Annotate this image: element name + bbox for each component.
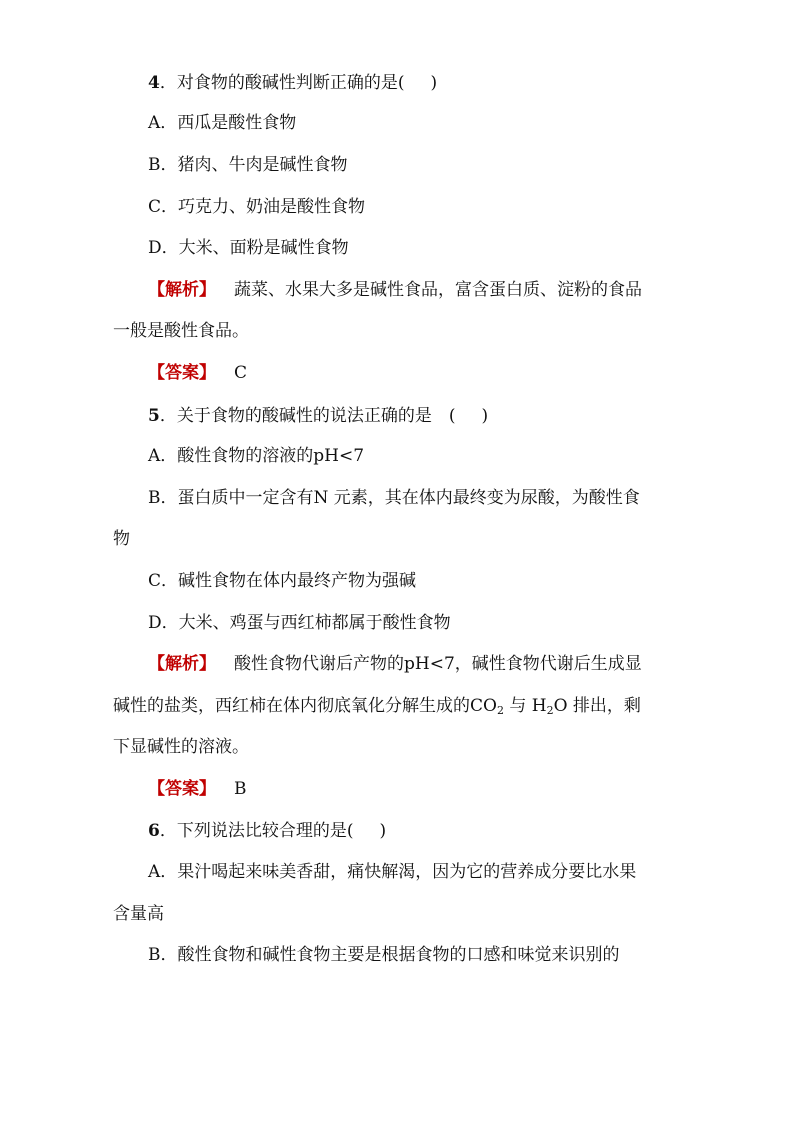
question-number: 4 <box>148 73 160 93</box>
question-5-analysis-cont <box>113 694 641 718</box>
question-6-option-b: B．酸性食物和碱性食物主要是根据食物的口感和味觉来识别的 <box>148 945 620 965</box>
question-5-option-d: D．大米、鸡蛋与西红柿都属于酸性食物 <box>148 613 451 633</box>
analysis-text: 酸性食物代谢后产物的pH<7，碱性食物代谢后生成显 <box>234 654 642 674</box>
question-4-option-c: C．巧克力、奶油是酸性食物 <box>148 197 366 217</box>
question-text: ．对食物的酸碱性判断正确的是( <box>159 73 405 93</box>
answer-label: 【答案】 <box>148 363 216 383</box>
subscript-2: 2 <box>546 704 554 717</box>
question-4-analysis <box>148 278 642 302</box>
question-5-option-b: B．蛋白质中一定含有N 元素，其在体内最终变为尿酸，为酸性食 <box>148 488 640 508</box>
question-text: ．关于食物的酸碱性的说法正确的是 ( <box>159 406 456 426</box>
question-4-stem <box>148 71 437 95</box>
question-number: 6 <box>148 821 160 841</box>
question-5-option-a: A．酸性食物的溶液的pH<7 <box>148 446 365 466</box>
question-6-option-a-cont: 含量高 <box>113 904 164 924</box>
answer-value: B <box>234 779 247 799</box>
question-text: ．下列说法比较合理的是( <box>159 821 354 841</box>
analysis-label: 【解析】 <box>148 280 216 300</box>
question-paren-close: ) <box>481 406 489 426</box>
question-paren-close: ) <box>379 821 387 841</box>
question-5-option-b-cont: 物 <box>113 529 130 549</box>
analysis-label: 【解析】 <box>148 654 216 674</box>
question-4-option-d: D．大米、面粉是碱性食物 <box>148 238 349 258</box>
question-5-analysis <box>148 652 642 676</box>
question-5-analysis-cont-2: 下显碱性的溶液。 <box>113 737 249 757</box>
answer-label: 【答案】 <box>148 779 216 799</box>
question-6-stem <box>148 819 386 843</box>
analysis-text-c: O 排出，剩 <box>553 696 641 716</box>
analysis-text-a: 碱性的盐类，西红柿在体内彻底氧化分解生成的CO <box>113 696 497 716</box>
question-5-answer <box>148 777 247 801</box>
answer-value: C <box>234 363 248 383</box>
question-4-option-a: A．西瓜是酸性食物 <box>148 113 297 133</box>
question-paren-close: ) <box>430 73 438 93</box>
question-4-answer <box>148 361 247 385</box>
question-4-option-b: B．猪肉、牛肉是碱性食物 <box>148 155 348 175</box>
subscript-2: 2 <box>496 704 504 717</box>
question-5-stem <box>148 404 488 428</box>
question-number: 5 <box>148 406 160 426</box>
question-6-option-a: A．果汁喝起来味美香甜，痛快解渴，因为它的营养成分要比水果 <box>148 862 637 882</box>
analysis-text: 蔬菜、水果大多是碱性食品，富含蛋白质、淀粉的食品 <box>234 280 642 300</box>
analysis-text-b: 与 H <box>509 696 547 716</box>
question-5-option-c: C．碱性食物在体内最终产物为强碱 <box>148 571 417 591</box>
question-4-analysis-cont: 一般是酸性食品。 <box>113 321 249 341</box>
